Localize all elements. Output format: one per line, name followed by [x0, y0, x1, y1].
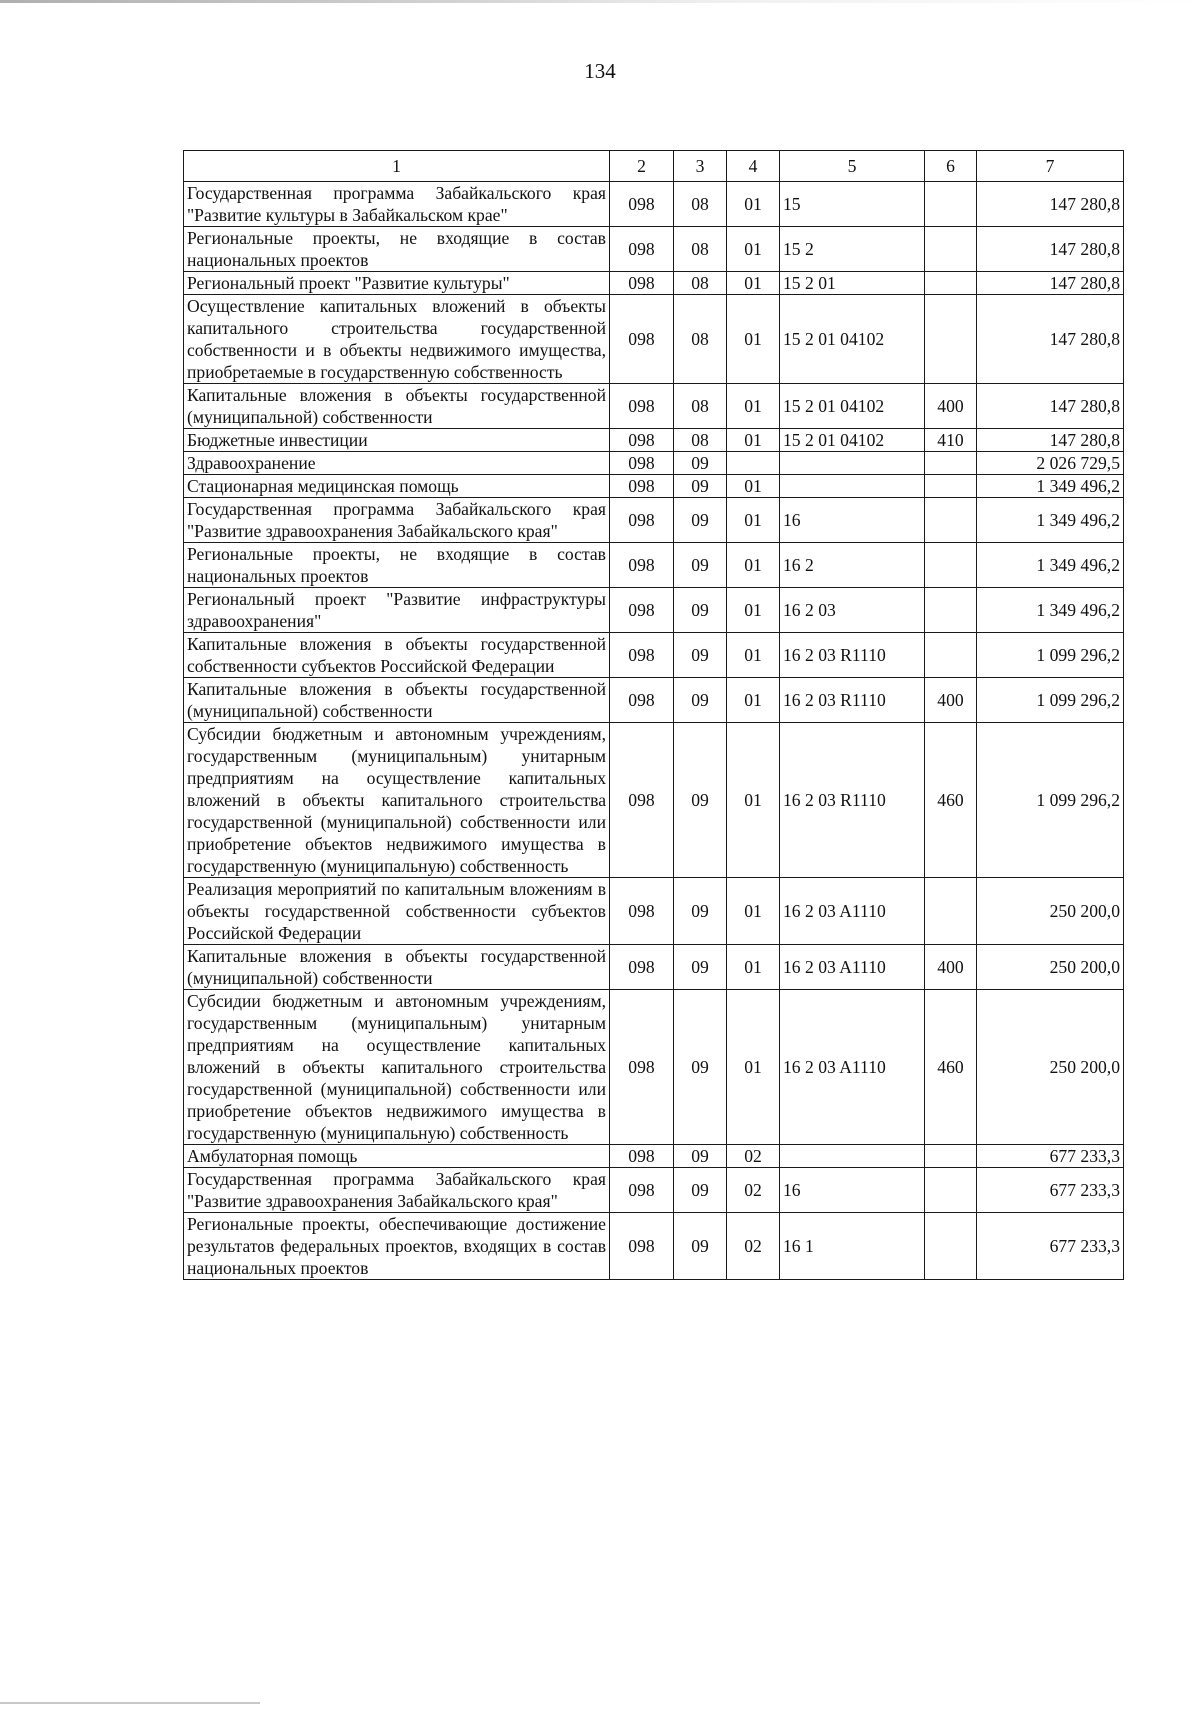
code-2-cell: 098: [610, 588, 674, 633]
code-4-cell: 01: [727, 990, 780, 1145]
page-number: 134: [584, 59, 616, 83]
code-2-cell: 098: [610, 475, 674, 498]
code-4-cell: 01: [727, 429, 780, 452]
code-3-cell: 09: [674, 498, 727, 543]
code-2-cell: 098: [610, 498, 674, 543]
amount-cell: 250 200,0: [977, 878, 1124, 945]
code-3-cell: 09: [674, 678, 727, 723]
row-name-cell: Бюджетные инвестиции: [184, 429, 610, 452]
code-6-cell: [925, 1168, 977, 1213]
code-2-cell: 098: [610, 272, 674, 295]
row-name-cell: Региональный проект "Развитие инфраструктуры здравоохранения": [184, 588, 610, 633]
code-4-cell: 01: [727, 723, 780, 878]
table-row: [184, 588, 1124, 633]
table-row: [184, 227, 1124, 272]
code-3-cell: 08: [674, 295, 727, 384]
code-4-cell: 01: [727, 227, 780, 272]
table-row: [184, 678, 1124, 723]
code-6-cell: 400: [925, 678, 977, 723]
column-header-2: 2: [610, 151, 674, 182]
code-5-cell: [780, 475, 925, 498]
code-6-cell: [925, 543, 977, 588]
code-6-cell: [925, 272, 977, 295]
column-header-1: 1: [184, 151, 610, 182]
code-5-cell: 15 2 01 04102: [780, 295, 925, 384]
code-3-cell: 09: [674, 1213, 727, 1280]
table-row: [184, 272, 1124, 295]
code-6-cell: [925, 227, 977, 272]
code-2-cell: 098: [610, 723, 674, 878]
code-2-cell: 098: [610, 1213, 674, 1280]
table-header-row: [184, 151, 1124, 182]
row-name-cell: Региональные проекты, обеспечивающие достижение результатов федеральных проектов, входящих в состав национальных проектов: [184, 1213, 610, 1280]
amount-cell: 1 349 496,2: [977, 498, 1124, 543]
table-row: [184, 878, 1124, 945]
code-3-cell: 09: [674, 543, 727, 588]
code-5-cell: 15 2 01 04102: [780, 384, 925, 429]
code-5-cell: 16 2 03: [780, 588, 925, 633]
code-6-cell: [925, 1145, 977, 1168]
code-3-cell: 08: [674, 272, 727, 295]
scan-edge-bottom: [0, 1702, 260, 1704]
amount-cell: 1 349 496,2: [977, 543, 1124, 588]
table-row: [184, 384, 1124, 429]
code-4-cell: 01: [727, 498, 780, 543]
amount-cell: 1 099 296,2: [977, 723, 1124, 878]
row-name-cell: Государственная программа Забайкальского края "Развитие культуры в Забайкальском крае": [184, 182, 610, 227]
code-6-cell: [925, 452, 977, 475]
code-6-cell: [925, 182, 977, 227]
code-3-cell: 08: [674, 384, 727, 429]
column-header-4: 4: [727, 151, 780, 182]
amount-cell: 677 233,3: [977, 1213, 1124, 1280]
code-4-cell: 01: [727, 588, 780, 633]
code-3-cell: 09: [674, 990, 727, 1145]
code-2-cell: 098: [610, 878, 674, 945]
code-6-cell: [925, 878, 977, 945]
code-3-cell: 09: [674, 1145, 727, 1168]
amount-cell: 1 099 296,2: [977, 678, 1124, 723]
row-name-cell: Региональный проект "Развитие культуры": [184, 272, 610, 295]
row-name-cell: Здравоохранение: [184, 452, 610, 475]
code-6-cell: [925, 633, 977, 678]
amount-cell: 2 026 729,5: [977, 452, 1124, 475]
code-6-cell: [925, 295, 977, 384]
table-row: [184, 543, 1124, 588]
code-3-cell: 09: [674, 723, 727, 878]
code-2-cell: 098: [610, 1145, 674, 1168]
table-row: [184, 1168, 1124, 1213]
code-2-cell: 098: [610, 678, 674, 723]
amount-cell: 250 200,0: [977, 945, 1124, 990]
code-5-cell: 16 2 03 R1110: [780, 723, 925, 878]
code-4-cell: 01: [727, 475, 780, 498]
row-name-cell: Капитальные вложения в объекты государственной (муниципальной) собственности: [184, 678, 610, 723]
code-6-cell: 400: [925, 945, 977, 990]
amount-cell: 250 200,0: [977, 990, 1124, 1145]
code-3-cell: 09: [674, 475, 727, 498]
amount-cell: 147 280,8: [977, 429, 1124, 452]
code-3-cell: 08: [674, 429, 727, 452]
code-4-cell: 01: [727, 182, 780, 227]
table-row: [184, 990, 1124, 1145]
code-2-cell: 098: [610, 452, 674, 475]
row-name-cell: Государственная программа Забайкальского края "Развитие здравоохранения Забайкальского края": [184, 498, 610, 543]
code-4-cell: 01: [727, 543, 780, 588]
amount-cell: 147 280,8: [977, 272, 1124, 295]
row-name-cell: Амбулаторная помощь: [184, 1145, 610, 1168]
table-row: [184, 498, 1124, 543]
row-name-cell: Субсидии бюджетным и автономным учреждениям, государственным (муниципальным) унитарным предприятиям на осуществление капитальных вложений в объекты капитального строительства государственной (муниципальной) собственности или приобретение объектов недвижимого имущества в государственную (муниципальную) собственность: [184, 990, 610, 1145]
row-name-cell: Государственная программа Забайкальского края "Развитие здравоохранения Забайкальского края": [184, 1168, 610, 1213]
code-2-cell: 098: [610, 295, 674, 384]
code-5-cell: 16: [780, 1168, 925, 1213]
code-5-cell: 16 2 03 A1110: [780, 945, 925, 990]
code-5-cell: 16: [780, 498, 925, 543]
code-4-cell: [727, 452, 780, 475]
amount-cell: 1 099 296,2: [977, 633, 1124, 678]
code-2-cell: 098: [610, 227, 674, 272]
code-2-cell: 098: [610, 990, 674, 1145]
amount-cell: 677 233,3: [977, 1168, 1124, 1213]
code-2-cell: 098: [610, 945, 674, 990]
code-5-cell: 15 2: [780, 227, 925, 272]
row-name-cell: Капитальные вложения в объекты государственной (муниципальной) собственности: [184, 384, 610, 429]
code-6-cell: [925, 588, 977, 633]
code-3-cell: 08: [674, 182, 727, 227]
code-6-cell: [925, 1213, 977, 1280]
row-name-cell: Региональные проекты, не входящие в состав национальных проектов: [184, 543, 610, 588]
code-3-cell: 09: [674, 452, 727, 475]
code-5-cell: 16 2 03 A1110: [780, 990, 925, 1145]
code-6-cell: [925, 498, 977, 543]
amount-cell: 1 349 496,2: [977, 475, 1124, 498]
code-6-cell: 460: [925, 990, 977, 1145]
table-row: [184, 723, 1124, 878]
table-row: [184, 1145, 1124, 1168]
code-5-cell: 16 1: [780, 1213, 925, 1280]
table-row: [184, 295, 1124, 384]
row-name-cell: Капитальные вложения в объекты государственной (муниципальной) собственности: [184, 945, 610, 990]
code-5-cell: 16 2 03 R1110: [780, 678, 925, 723]
row-name-cell: Региональные проекты, не входящие в состав национальных проектов: [184, 227, 610, 272]
table-row: [184, 1213, 1124, 1280]
code-5-cell: [780, 1145, 925, 1168]
table-row: [184, 475, 1124, 498]
table-row: [184, 945, 1124, 990]
code-6-cell: 410: [925, 429, 977, 452]
table-row: [184, 429, 1124, 452]
code-4-cell: 01: [727, 678, 780, 723]
row-name-cell: Реализация мероприятий по капитальным вложениям в объекты государственной собственности субъектов Российской Федерации: [184, 878, 610, 945]
code-5-cell: 16 2 03 A1110: [780, 878, 925, 945]
code-6-cell: 400: [925, 384, 977, 429]
code-2-cell: 098: [610, 543, 674, 588]
code-4-cell: 02: [727, 1213, 780, 1280]
code-4-cell: 02: [727, 1168, 780, 1213]
amount-cell: 677 233,3: [977, 1145, 1124, 1168]
code-4-cell: 01: [727, 384, 780, 429]
row-name-cell: Осуществление капитальных вложений в объекты капитального строительства государственной собственности и в объекты недвижимого имущества, приобретаемые в государственную собственность: [184, 295, 610, 384]
code-2-cell: 098: [610, 182, 674, 227]
column-header-3: 3: [674, 151, 727, 182]
row-name-cell: Стационарная медицинская помощь: [184, 475, 610, 498]
code-2-cell: 098: [610, 429, 674, 452]
code-3-cell: 09: [674, 633, 727, 678]
code-3-cell: 09: [674, 1168, 727, 1213]
code-5-cell: 15 2 01 04102: [780, 429, 925, 452]
code-2-cell: 098: [610, 384, 674, 429]
code-4-cell: 01: [727, 878, 780, 945]
code-4-cell: 01: [727, 295, 780, 384]
code-6-cell: [925, 475, 977, 498]
code-5-cell: 16 2: [780, 543, 925, 588]
table-row: [184, 452, 1124, 475]
amount-cell: 147 280,8: [977, 227, 1124, 272]
code-5-cell: 15 2 01: [780, 272, 925, 295]
code-4-cell: 02: [727, 1145, 780, 1168]
column-header-6: 6: [925, 151, 977, 182]
amount-cell: 147 280,8: [977, 182, 1124, 227]
code-3-cell: 08: [674, 227, 727, 272]
budget-table: [183, 150, 1124, 1280]
row-name-cell: Субсидии бюджетным и автономным учреждениям, государственным (муниципальным) унитарным предприятиям на осуществление капитальных вложений в объекты капитального строительства государственной (муниципальной) собственности или приобретение объектов недвижимого имущества в государственную (муниципальную) собственность: [184, 723, 610, 878]
code-3-cell: 09: [674, 945, 727, 990]
code-5-cell: 16 2 03 R1110: [780, 633, 925, 678]
amount-cell: 147 280,8: [977, 384, 1124, 429]
table-row: [184, 633, 1124, 678]
row-name-cell: Капитальные вложения в объекты государственной собственности субъектов Российской Федерации: [184, 633, 610, 678]
code-4-cell: 01: [727, 633, 780, 678]
table-row: [184, 182, 1124, 227]
code-5-cell: [780, 452, 925, 475]
code-2-cell: 098: [610, 1168, 674, 1213]
amount-cell: 147 280,8: [977, 295, 1124, 384]
code-3-cell: 09: [674, 878, 727, 945]
code-3-cell: 09: [674, 588, 727, 633]
table-body: [184, 182, 1124, 1280]
code-4-cell: 01: [727, 945, 780, 990]
code-2-cell: 098: [610, 633, 674, 678]
column-header-5: 5: [780, 151, 925, 182]
code-6-cell: 460: [925, 723, 977, 878]
scan-edge-top: [0, 0, 1200, 3]
amount-cell: 1 349 496,2: [977, 588, 1124, 633]
column-header-7: 7: [977, 151, 1124, 182]
code-4-cell: 01: [727, 272, 780, 295]
code-5-cell: 15: [780, 182, 925, 227]
